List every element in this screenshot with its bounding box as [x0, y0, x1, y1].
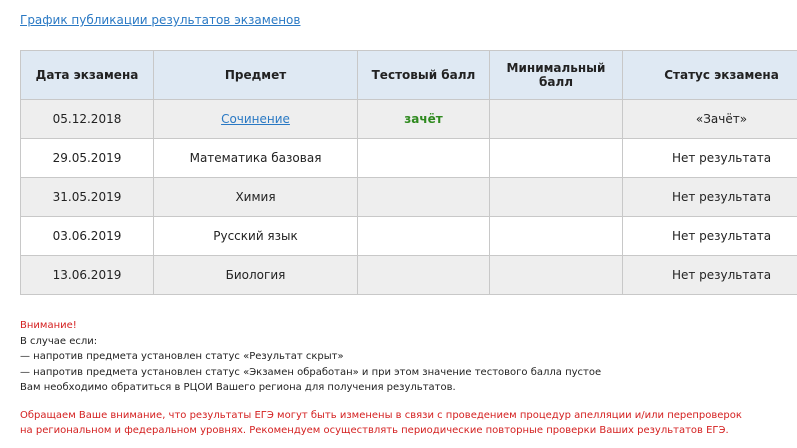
exam-date: 31.05.2019: [21, 178, 154, 217]
exam-subject[interactable]: [154, 100, 358, 139]
test-score: [358, 139, 490, 178]
exam-subject: Биология: [154, 256, 358, 295]
header-subject: Предмет: [154, 51, 358, 100]
min-score: [490, 100, 623, 139]
notice-title: Внимание!: [20, 320, 77, 331]
exam-status: Нет результата: [623, 139, 797, 178]
exam-subject: Математика базовая: [154, 139, 358, 178]
test-score: [358, 217, 490, 256]
notice-spacer: [20, 396, 742, 408]
table-row: [21, 178, 797, 217]
table-header-row: [21, 51, 797, 100]
exam-date: 13.06.2019: [21, 256, 154, 295]
warning-line: Обращаем Ваше внимание, что результаты ЕГЭ могут быть изменены в связи с проведением процедур апелляции и/или перепроверок: [20, 409, 742, 421]
table-row: [21, 139, 797, 178]
exam-subject: Русский язык: [154, 217, 358, 256]
exam-status: Нет результата: [623, 256, 797, 295]
table-row: [21, 256, 797, 295]
notice-block: [20, 318, 742, 439]
exam-date: 29.05.2019: [21, 139, 154, 178]
header-status: Статус экзамена: [623, 51, 797, 100]
exam-date: 05.12.2018: [21, 100, 154, 139]
min-score: [490, 256, 623, 295]
header-test-score: Тестовый балл: [358, 51, 490, 100]
test-score: [358, 178, 490, 217]
test-score: [358, 256, 490, 295]
header-min-score: Минимальный балл: [490, 51, 623, 100]
table-row: [21, 217, 797, 256]
exam-date: 03.06.2019: [21, 217, 154, 256]
min-score: [490, 139, 623, 178]
exam-status: Нет результата: [623, 217, 797, 256]
exam-results-table: [20, 50, 797, 295]
notice-line: В случае если:: [20, 335, 98, 347]
notice-line: Вам необходимо обратиться в РЦОИ Вашего региона для получения результатов.: [20, 382, 456, 393]
test-score: [358, 100, 490, 139]
min-score: [490, 217, 623, 256]
exam-status: «Зачёт»: [623, 100, 797, 139]
subject-link[interactable]: Сочинение: [221, 112, 290, 126]
exam-status: Нет результата: [623, 178, 797, 217]
schedule-link[interactable]: График публикации результатов экзаменов: [20, 13, 301, 27]
score-pass-label: зачёт: [404, 112, 443, 126]
exam-subject: Химия: [154, 178, 358, 217]
warning-line: на региональном и федеральном уровнях. Рекомендуем осуществлять периодические повторные проверки Ваших результатов ЕГЭ.: [20, 425, 729, 436]
table-row: [21, 100, 797, 139]
header-date: Дата экзамена: [21, 51, 154, 100]
notice-line: — напротив предмета установлен статус «Результат скрыт»: [20, 351, 344, 362]
min-score: [490, 178, 623, 217]
notice-line: — напротив предмета установлен статус «Экзамен обработан» и при этом значение тестового балла пустое: [20, 366, 602, 378]
